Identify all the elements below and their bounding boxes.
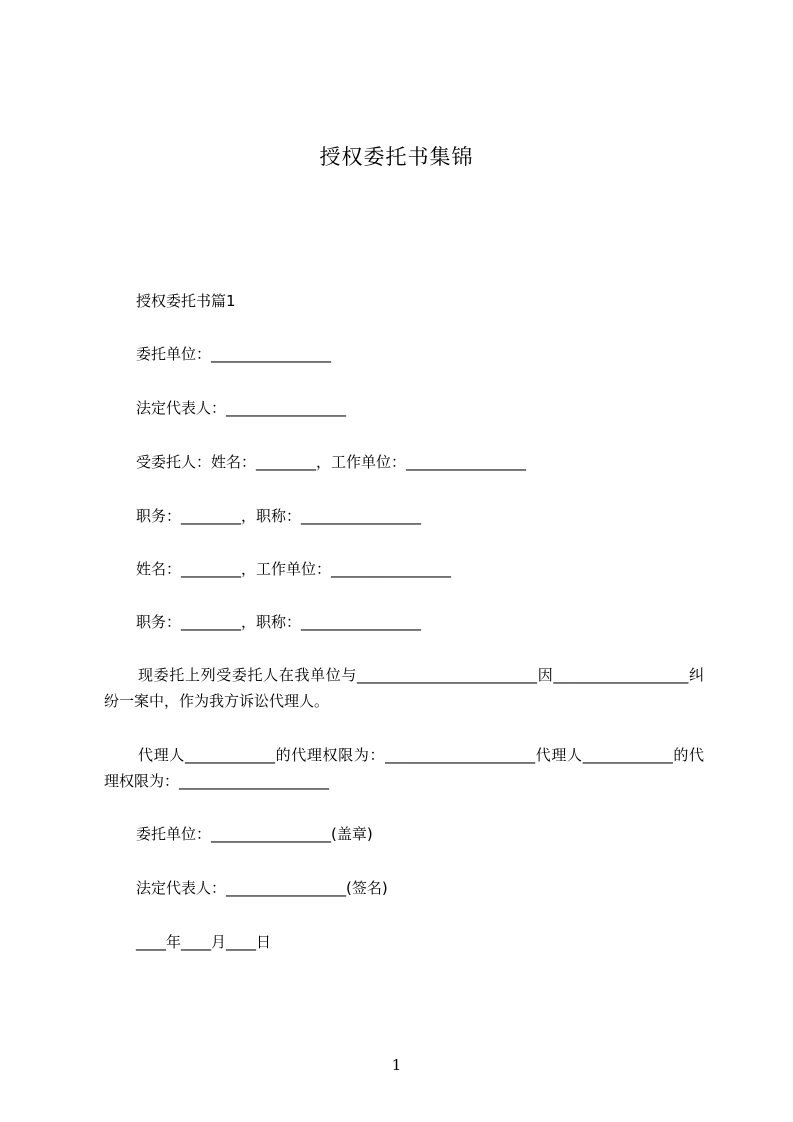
line-legal-rep: 法定代表人：________________ bbox=[136, 399, 347, 417]
document-title: 授权委托书集锦 bbox=[319, 145, 474, 169]
page-number: 1 bbox=[391, 1056, 402, 1074]
closing-legal-rep: 法定代表人：________________(签名) bbox=[136, 879, 388, 897]
section-heading: 授权委托书篇1 bbox=[136, 292, 236, 310]
line-client-unit: 委托单位：________________ bbox=[136, 345, 332, 363]
line-agent-2: 姓名：________，工作单位：________________ bbox=[136, 560, 452, 578]
line-agent-1-title: 职务：________，职称：________________ bbox=[136, 507, 422, 525]
closing-date: ____年____月____日 bbox=[136, 933, 272, 951]
line-agent-2-title: 职务：________，职称：________________ bbox=[136, 613, 422, 631]
paragraph-commission: 现委托上列受委托人在我单位与________________________因__________________纠纷一案中，作为我方诉讼代理人。 bbox=[104, 666, 704, 710]
closing-client-unit: 委托单位：________________(盖章) bbox=[136, 825, 373, 843]
line-agent-1: 受委托人：姓名：________，工作单位：________________ bbox=[136, 453, 527, 471]
paragraph-authority: 代理人____________的代理权限为：____________________代理人____________的代理权限为：____________________ bbox=[104, 746, 704, 790]
